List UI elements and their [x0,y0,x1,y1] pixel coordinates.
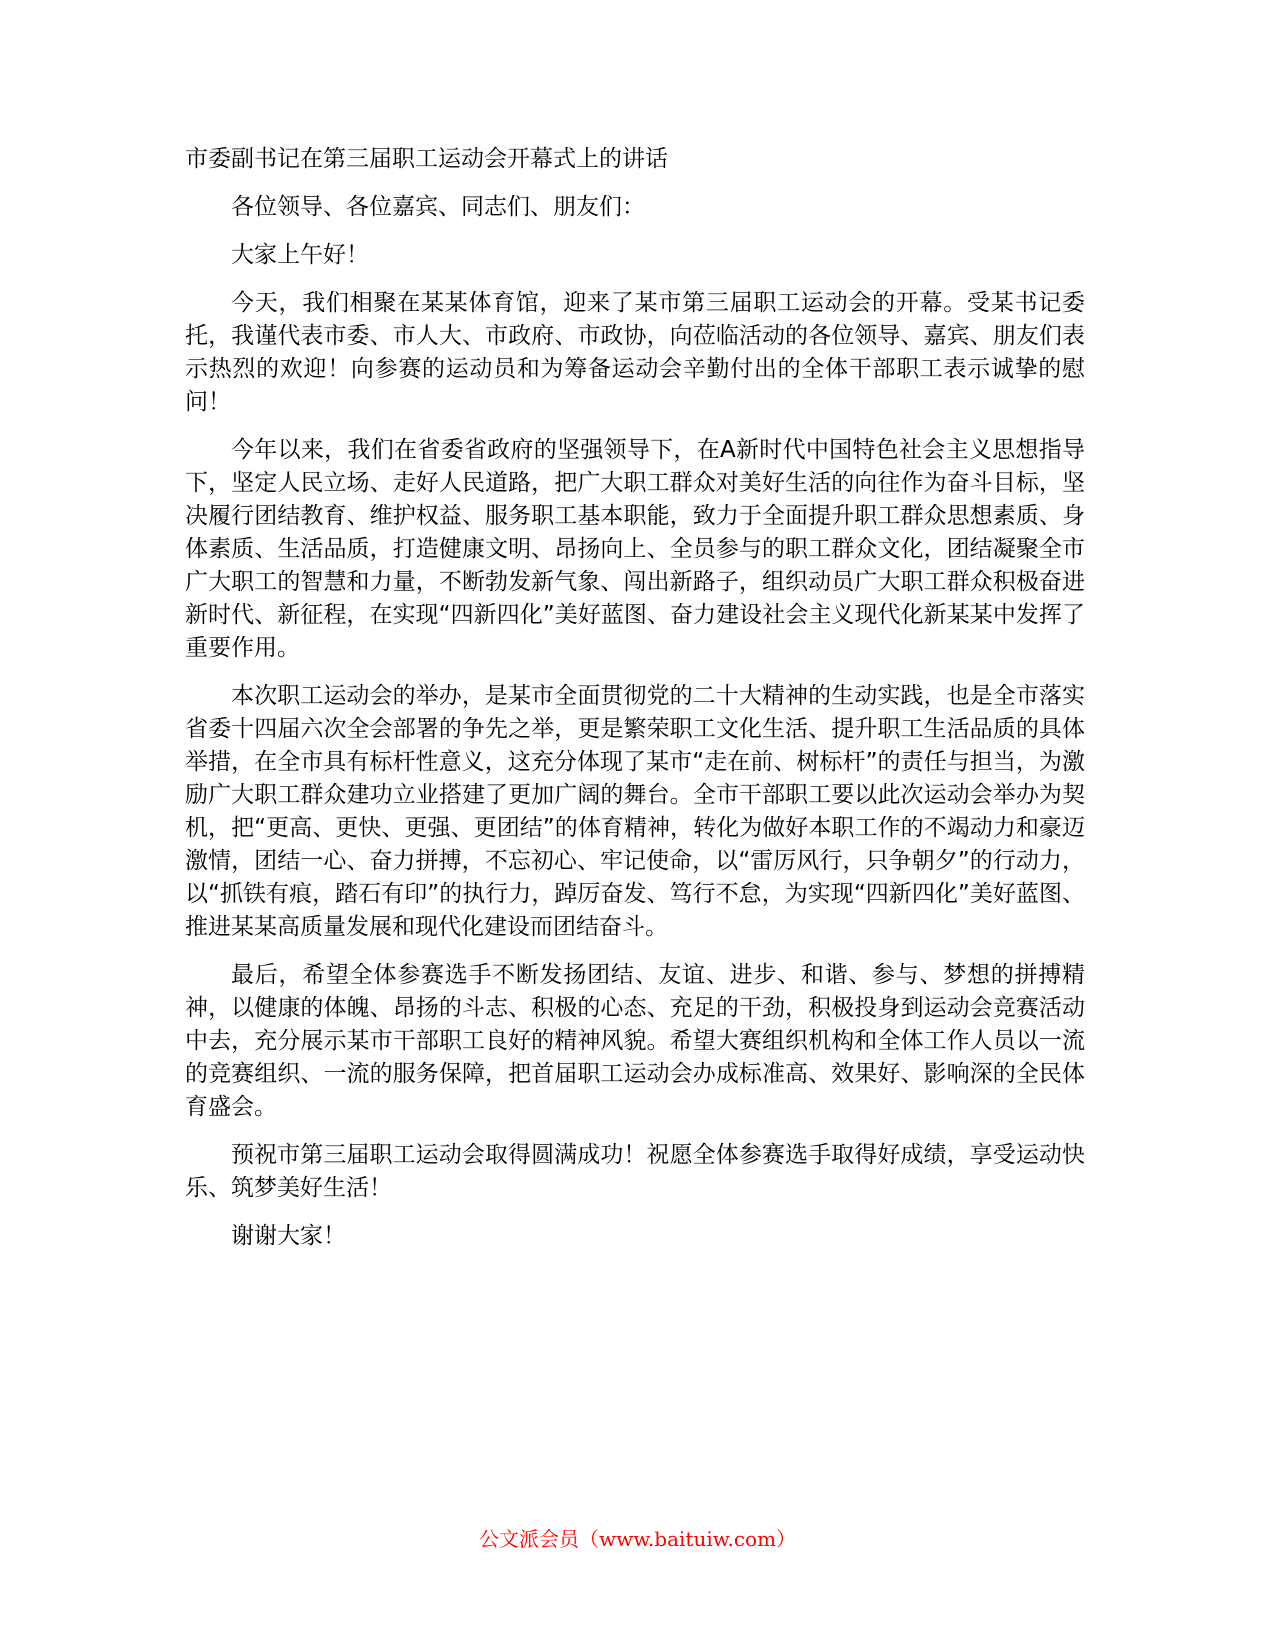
paragraph-thanks: 谢谢大家！ [231,1223,346,1249]
document-title: 市委副书记在第三届职工运动会开幕式上的讲话 [185,146,668,172]
paragraph-achievements: 今年以来，我们在省委省政府的坚强领导下，在A新时代中国特色社会主义思想指导下，坚定人民立场、走好人民道路，把广大职工群众对美好生活的向往作为奋斗目标，坚决履行团结教育、维护权益、服务职工基本职能，致力于全面提升职工群众思想素质、身体素质、生活品质，打造健康文明、昂扬向上、全员参与的职工群众文化，团结凝聚全市广大职工的智慧和力量，不断勃发新气象、闯出新路子，组织动员广大职工群众积极奋进新时代、新征程，在实现“四新四化”美好蓝图、奋力建设社会主义现代化新某某中发挥了重要作用。 [185,437,1085,661]
paragraph-salutation: 各位领导、各位嘉宾、同志们、朋友们： [231,194,645,220]
footer-label: 公文派会员（ [478,1527,599,1551]
document-body [185,142,1085,1268]
paragraph-hopes: 最后，希望全体参赛选手不断发扬团结、友谊、进步、和谐、参与、梦想的拼搏精神，以健康的体魄、昂扬的斗志、积极的心态、充足的干劲，积极投身到运动会竞赛活动中去，充分展示某市干部职工良好的精神风貌。希望大赛组织机构和全体工作人员以一流的竞赛组织、一流的服务保障，把首届职工运动会办成标准高、效果好、影响深的全民体育盛会。 [185,962,1085,1120]
footer-watermark [0,1525,1275,1553]
paragraph-significance: 本次职工运动会的举办，是某市全面贯彻党的二十大精神的生动实践，也是全市落实省委十四届六次全会部署的争先之举，更是繁荣职工文化生活、提升职工生活品质的具体举措，在全市具有标杆性意义，这充分体现了某市“走在前、树标杆”的责任与担当，为激励广大职工群众建功立业搭建了更加广阔的舞台。全市干部职工要以此次运动会举办为契机，把“更高、更快、更强、更团结”的体育精神，转化为做好本职工作的不竭动力和豪迈激情，团结一心、奋力拼搏，不忘初心、牢记使命，以“雷厉风行，只争朝夕”的行动力，以“抓铁有痕，踏石有印”的执行力，踔厉奋发、笃行不怠，为实现“四新四化”美好蓝图、推进某某高质量发展和现代化建设而团结奋斗。 [185,683,1085,940]
footer-close: ） [776,1527,797,1551]
paragraph-wishes: 预祝市第三届职工运动会取得圆满成功！祝愿全体参赛选手取得好成绩，享受运动快乐、筑梦美好生活！ [185,1142,1085,1201]
paragraph-greeting: 大家上午好！ [231,242,369,268]
footer-url-link[interactable]: www.baituiw.com [598,1527,777,1551]
paragraph-welcome: 今天，我们相聚在某某体育馆，迎来了某市第三届职工运动会的开幕。受某书记委托，我谨代表市委、市人大、市政府、市政协，向莅临活动的各位领导、嘉宾、朋友们表示热烈的欢迎！向参赛的运动员和为筹备运动会辛勤付出的全体干部职工表示诚挚的慰问！ [185,290,1085,415]
